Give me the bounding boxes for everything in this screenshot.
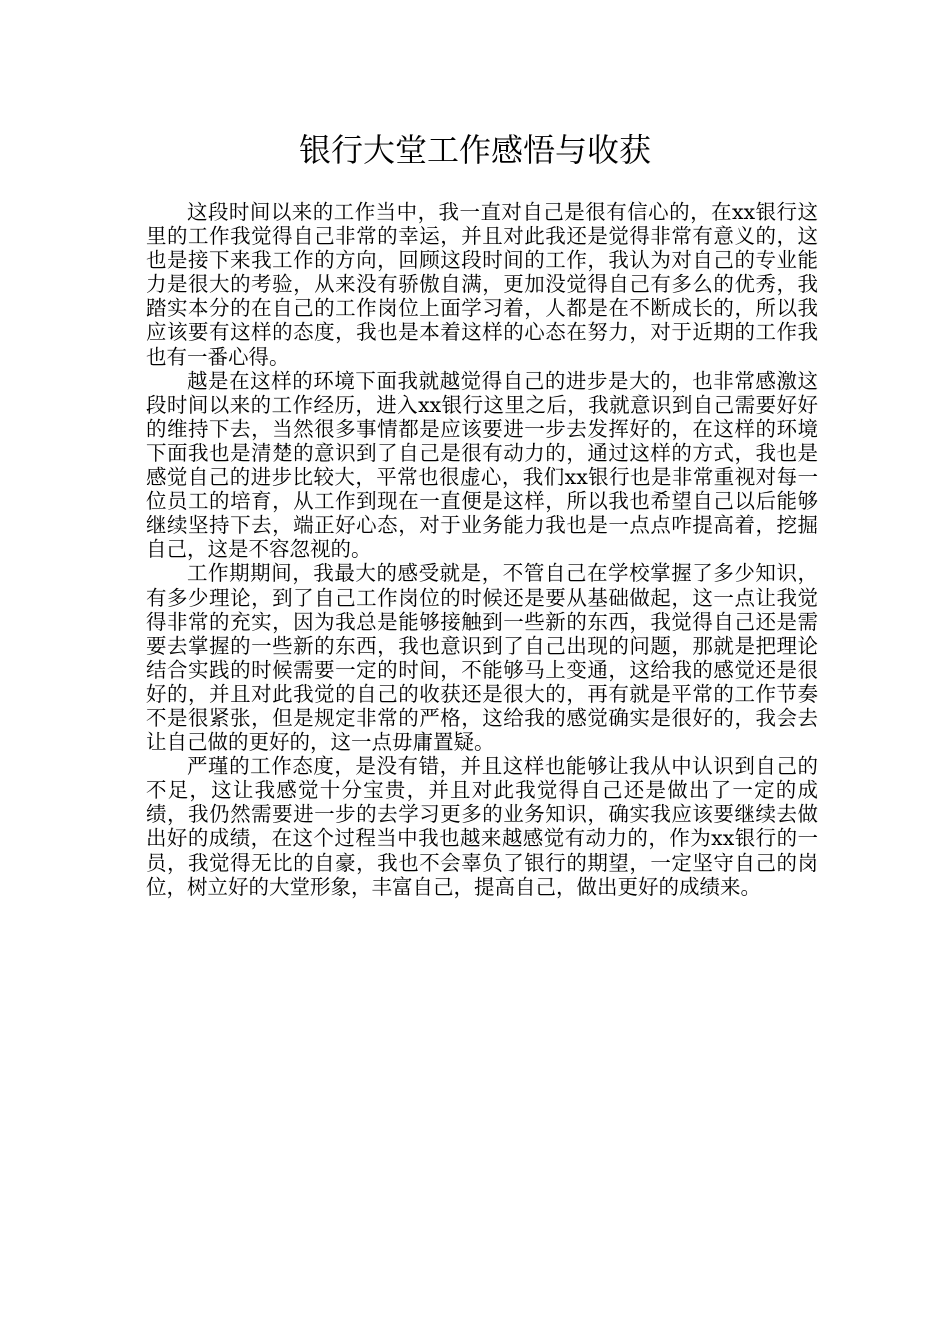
paragraph-4: 严瑾的工作态度，是没有错，并且这样也能够让我从中认识到自己的不足，这让我感觉十分宝贵，并且对此我觉得自己还是做出了一定的成绩，我仍然需要进一步的去学习更多的业务知识，确实我应该要继续去做出好的成绩，在这个过程当中我也越来越感觉有动力的，作为xx银行的一员，我觉得无比的自豪，我也不会辜负了银行的期望，一定坚守自己的岗位，树立好的大堂形象，丰富自己，提高自己，做出更好的成绩来。	[146, 754, 818, 899]
paragraph-3: 工作期期间，我最大的感受就是，不管自己在学校掌握了多少知识，有多少理论，到了自己工作岗位的时候还是要从基础做起，这一点让我觉得非常的充实，因为我总是能够接触到一些新的东西，我觉得自己还是需要去掌握的一些新的东西，我也意识到了自己出现的问题，那就是把理论结合实践的时候需要一定的时间，不能够马上变通，这给我的感觉还是很好的，并且对此我觉的自己的收获还是很大的，再有就是平常的工作节奏不是很紧张，但是规定非常的严格，这给我的感觉确实是很好的，我会去让自己做的更好的，这一点毋庸置疑。	[146, 561, 818, 755]
document-body	[146, 200, 818, 899]
paragraph-1: 这段时间以来的工作当中，我一直对自己是很有信心的，在xx银行这里的工作我觉得自己非常的幸运，并且对此我还是觉得非常有意义的，这也是接下来我工作的方向，回顾这段时间的工作，我认为对自己的专业能力是很大的考验，从来没有骄傲自满，更加没觉得自己有多么的优秀，我踏实本分的在自己的工作岗位上面学习着，人都是在不断成长的，所以我应该要有这样的态度，我也是本着这样的心态在努力，对于近期的工作我也有一番心得。	[146, 200, 818, 369]
document-title: 银行大堂工作感悟与收获	[298, 131, 651, 169]
paragraph-2: 越是在这样的环境下面我就越觉得自己的进步是大的，也非常感激这段时间以来的工作经历，进入xx银行这里之后，我就意识到自己需要好好的维持下去，当然很多事情都是应该要进一步去发挥好的，在这样的环境下面我也是清楚的意识到了自己是很有动力的，通过这样的方式，我也是感觉自己的进步比较大，平常也很虚心，我们xx银行也是非常重视对每一位员工的培育，从工作到现在一直便是这样，所以我也希望自己以后能够继续坚持下去，端正好心态，对于业务能力我也是一点点咋提高着，挖掘自己，这是不容忽视的。	[146, 368, 818, 562]
